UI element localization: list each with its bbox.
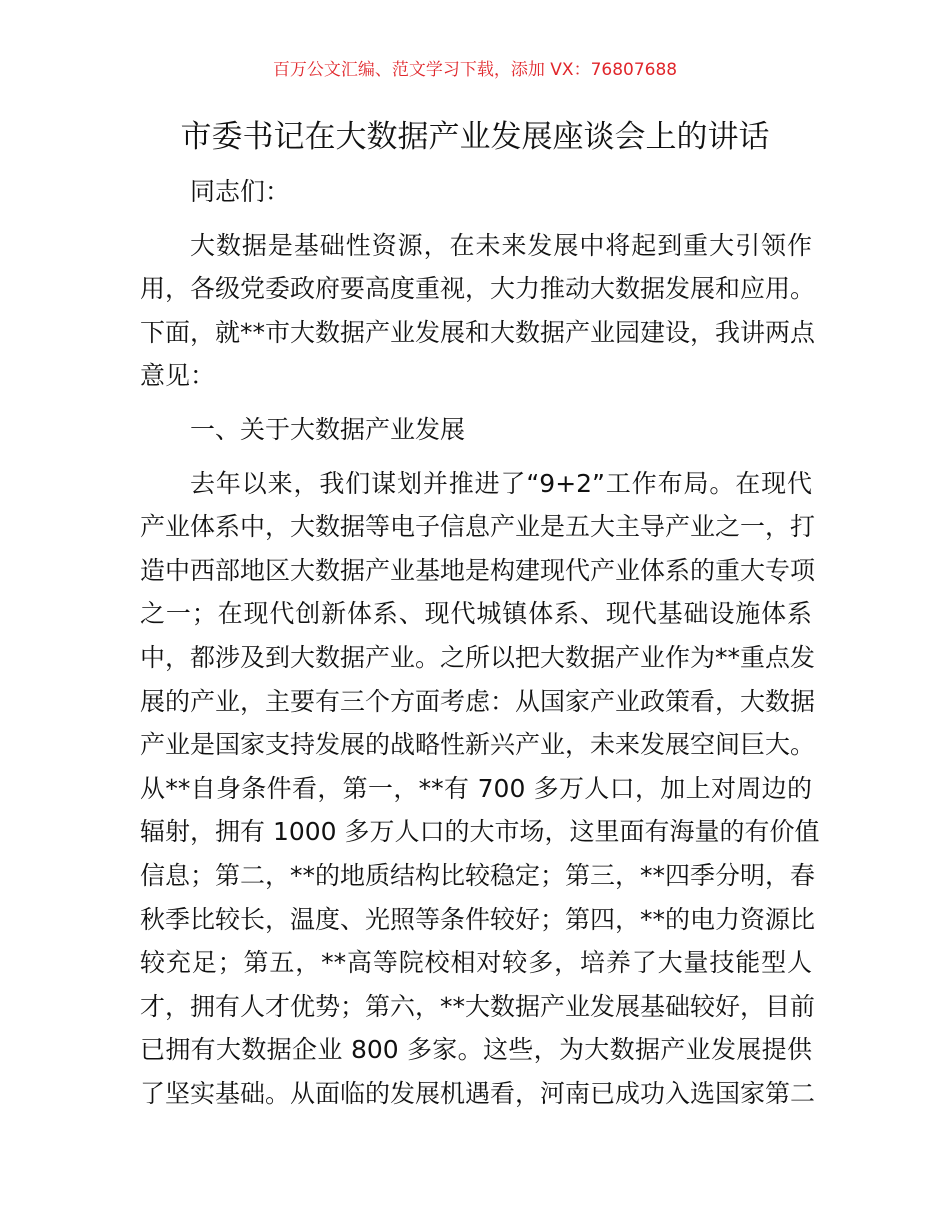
- text-line: 较充足；第五，**高等院校相对较多，培养了大量技能型人: [140, 948, 812, 978]
- salutation-paragraph: [140, 170, 812, 214]
- paragraph: [140, 462, 820, 1116]
- text-line: 中，都涉及到大数据产业。之所以把大数据产业作为**重点发: [140, 642, 816, 672]
- text-line: 信息；第二，**的地质结构比较稳定；第三，**四季分明，春: [140, 860, 816, 890]
- text-line: 大数据是基础性资源，在未来发展中将起到重大引领作: [190, 230, 812, 260]
- section-heading: [140, 408, 812, 452]
- document-body: [140, 170, 820, 1125]
- text-line: 用，各级党委政府要高度重视，大力推动大数据发展和应用。: [140, 274, 816, 304]
- text-line: 产业体系中，大数据等电子信息产业是五大主导产业之一，打: [140, 512, 816, 542]
- text-line: 才，拥有人才优势；第六，**大数据产业发展基础较好，目前: [140, 991, 816, 1021]
- text-line: 意见：: [140, 361, 216, 391]
- paragraph: [140, 224, 816, 398]
- text-line: 造中西部地区大数据产业基地是构建现代产业体系的重大专项: [140, 555, 816, 585]
- text-line: 秋季比较长，温度、光照等条件较好；第四，**的电力资源比: [140, 904, 816, 934]
- text-line: 展的产业，主要有三个方面考虑：从国家产业政策看，大数据: [140, 686, 816, 716]
- text-line: 去年以来，我们谋划并推进了“9+2”工作布局。在现代: [190, 468, 812, 498]
- text-line: 下面，就**市大数据产业发展和大数据产业园建设，我讲两点: [140, 317, 816, 347]
- text-line: 产业是国家支持发展的战略性新兴产业，未来发展空间巨大。: [140, 730, 816, 760]
- text-line: 了坚实基础。从面临的发展机遇看，河南已成功入选国家第二: [140, 1078, 816, 1108]
- text-line: 从**自身条件看，第一，**有 700 多万人口，加上对周边的: [140, 773, 812, 803]
- watermark-header: 百万公文汇编、范文学习下载，添加 VX：76807688: [272, 60, 678, 80]
- text-line: 一、关于大数据产业发展: [190, 414, 466, 444]
- text-line: 辐射，拥有 1000 多万人口的大市场，这里面有海量的有价值: [140, 817, 820, 847]
- text-line: 已拥有大数据企业 800 多家。这些，为大数据产业发展提供: [140, 1035, 812, 1065]
- salutation: 同志们：: [190, 177, 291, 206]
- document-title: 市委书记在大数据产业发展座谈会上的讲话: [180, 119, 770, 155]
- text-line: 之一；在现代创新体系、现代城镇体系、现代基础设施体系: [140, 599, 812, 629]
